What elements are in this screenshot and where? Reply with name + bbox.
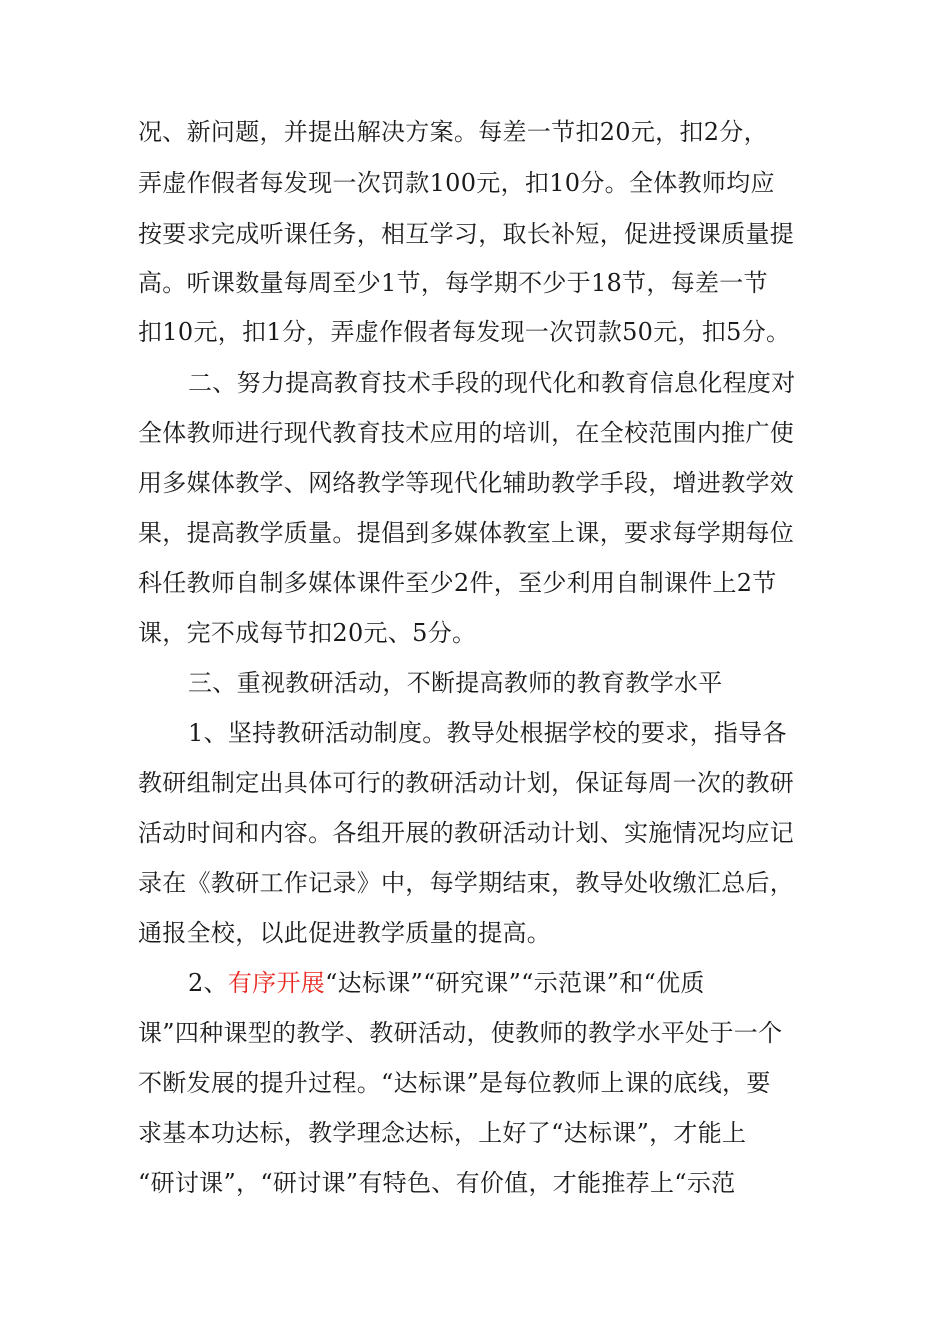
text-line: 科任教师自制多媒体课件至少2件，至少利用自制课件上2节 bbox=[138, 569, 777, 597]
text-line: 通报全校，以此促进教学质量的提高。 bbox=[138, 919, 552, 947]
text-line: 高。听课数量每周至少1节，每学期不少于18节，每差一节 bbox=[138, 269, 768, 297]
text-line: 按要求完成听课任务，相互学习，取长补短，促进授课质量提 bbox=[138, 220, 795, 248]
section-heading-3: 三、重视教研活动，不断提高教师的教育教学水平 bbox=[188, 669, 723, 697]
text-line: 况、新问题，并提出解决方案。每差一节扣20元，扣2分， bbox=[138, 118, 768, 146]
text-line: 不断发展的提升过程。“达标课”是每位教师上课的底线，要 bbox=[138, 1069, 771, 1097]
highlighted-text: 有序开展 bbox=[227, 969, 326, 997]
text-line: 录在《教研工作记录》中，每学期结束，教导处收缴汇总后， bbox=[138, 869, 795, 897]
text-line: 用多媒体教学、网络教学等现代化辅助教学手段，增进教学效 bbox=[138, 469, 795, 497]
text-line: 活动时间和内容。各组开展的教研活动计划、实施情况均应记 bbox=[138, 819, 795, 847]
subsection-2 bbox=[188, 968, 705, 998]
subsection-2-text: “达标课”“研究课”“示范课”和“优质 bbox=[325, 969, 705, 997]
text-line: 课，完不成每节扣20元、5分。 bbox=[138, 619, 477, 647]
text-line: 课”四种课型的教学、教研活动，使教师的教学水平处于一个 bbox=[138, 1019, 783, 1047]
text-line: 果，提高教学质量。提倡到多媒体教室上课，要求每学期每位 bbox=[138, 519, 795, 547]
text-line: 求基本功达标，教学理念达标，上好了“达标课”，才能上 bbox=[138, 1119, 747, 1147]
subsection-2-number: 2、 bbox=[188, 969, 228, 997]
subsection-1: 1、坚持教研活动制度。教导处根据学校的要求，指导各 bbox=[188, 719, 787, 747]
text-line: 扣10元，扣1分，弄虚作假者每发现一次罚款50元，扣5分。 bbox=[138, 318, 791, 346]
text-line: “研讨课”，“研讨课”有特色、有价值，才能推荐上“示范 bbox=[138, 1169, 736, 1197]
text-line: 教研组制定出具体可行的教研活动计划，保证每周一次的教研 bbox=[138, 769, 795, 797]
section-heading-2: 二、努力提高教育技术手段的现代化和教育信息化程度对 bbox=[188, 369, 796, 397]
text-line: 全体教师进行现代教育技术应用的培训，在全校范围内推广使 bbox=[138, 419, 795, 447]
text-line: 弄虚作假者每发现一次罚款100元，扣10分。全体教师均应 bbox=[138, 169, 775, 197]
